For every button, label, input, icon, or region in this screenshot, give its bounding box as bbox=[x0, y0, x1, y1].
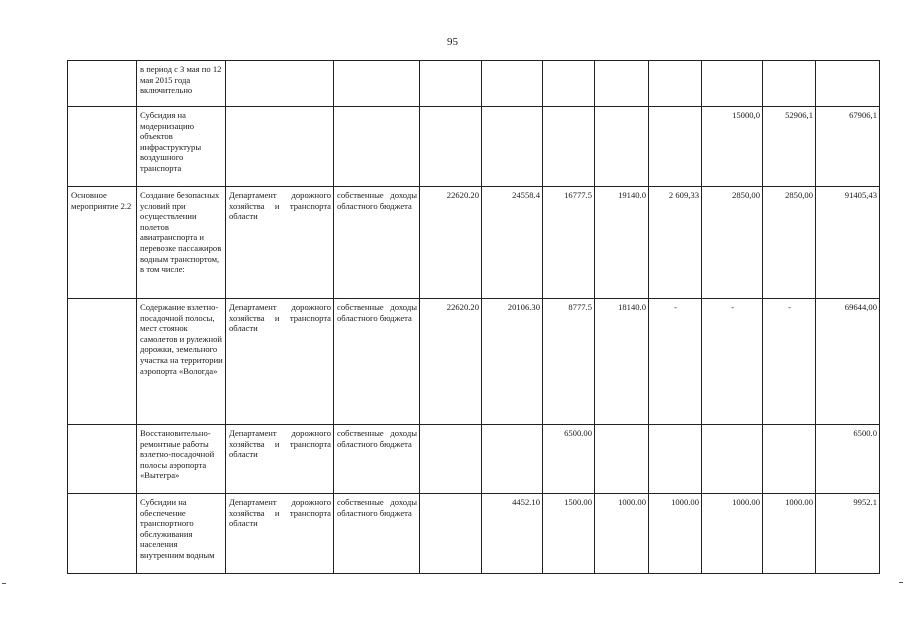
total-cell bbox=[816, 61, 880, 107]
funding-source-cell: собственные доходы областного бюджета bbox=[334, 299, 420, 425]
value-cell bbox=[649, 107, 702, 187]
total-cell: 67906,1 bbox=[816, 107, 880, 187]
funding-source-cell bbox=[334, 107, 420, 187]
funding-source-cell: собственные доходы областного бюджета bbox=[334, 187, 420, 299]
event-name-cell: Субсидия на модернизацию объектов инфраструктуры воздушного транспорта bbox=[137, 107, 226, 187]
value-cell bbox=[595, 107, 649, 187]
event-name-cell: Содержание взлетно-посадочной полосы, мест стоянок самолетов и рулежной дорожки, земельного участка на территории аэропорта «Вологда» bbox=[137, 299, 226, 425]
executor-cell: Департамент дорожного хозяйства и транспорта области bbox=[226, 187, 334, 299]
value-cell bbox=[763, 425, 816, 494]
measure-cell bbox=[68, 494, 137, 574]
executor-cell bbox=[226, 107, 334, 187]
executor-cell: Департамент дорожного хозяйства и транспорта области bbox=[226, 299, 334, 425]
value-cell bbox=[702, 61, 763, 107]
value-cell: 1500.00 bbox=[543, 494, 595, 574]
measure-cell bbox=[68, 107, 137, 187]
event-name-cell: в период с 3 мая по 12 мая 2015 года включительно bbox=[137, 61, 226, 107]
value-cell bbox=[482, 107, 543, 187]
measure-cell bbox=[68, 299, 137, 425]
funding-source-cell: собственные доходы областного бюджета bbox=[334, 494, 420, 574]
value-cell bbox=[649, 425, 702, 494]
value-cell bbox=[595, 425, 649, 494]
total-cell: 9952.1 bbox=[816, 494, 880, 574]
measure-cell bbox=[68, 61, 137, 107]
executor-cell bbox=[226, 61, 334, 107]
value-cell: 1000.00 bbox=[702, 494, 763, 574]
value-cell: 18140.0 bbox=[595, 299, 649, 425]
table-row bbox=[68, 107, 880, 187]
value-cell bbox=[482, 61, 543, 107]
measure-cell bbox=[68, 425, 137, 494]
budget-table bbox=[67, 60, 880, 574]
value-cell: 6500.00 bbox=[543, 425, 595, 494]
event-name-cell: Восстановительно-ремонтные работы взлетно-посадочной полосы аэропорта «Вытегра» bbox=[137, 425, 226, 494]
value-cell bbox=[702, 425, 763, 494]
scan-edge-mark bbox=[899, 582, 903, 583]
value-cell bbox=[595, 61, 649, 107]
table-row bbox=[68, 61, 880, 107]
value-cell bbox=[649, 61, 702, 107]
value-cell: 2 609,33 bbox=[649, 187, 702, 299]
value-cell bbox=[543, 61, 595, 107]
value-cell: 2850,00 bbox=[702, 187, 763, 299]
table-row bbox=[68, 299, 880, 425]
total-cell: 69644,00 bbox=[816, 299, 880, 425]
value-cell: - bbox=[763, 299, 816, 425]
measure-cell: Основное мероприятие 2.2 bbox=[68, 187, 137, 299]
value-cell: 16777.5 bbox=[543, 187, 595, 299]
value-cell: 22620.20 bbox=[420, 299, 482, 425]
scan-edge-mark bbox=[2, 583, 6, 584]
value-cell: 20106.30 bbox=[482, 299, 543, 425]
value-cell: 15000,0 bbox=[702, 107, 763, 187]
page-number: 95 bbox=[447, 36, 458, 48]
value-cell: 1000.00 bbox=[595, 494, 649, 574]
value-cell: 24558.4 bbox=[482, 187, 543, 299]
table-row bbox=[68, 425, 880, 494]
funding-source-cell bbox=[334, 61, 420, 107]
value-cell: 22620.20 bbox=[420, 187, 482, 299]
executor-cell: Департамент дорожного хозяйства и транспорта области bbox=[226, 425, 334, 494]
value-cell bbox=[420, 494, 482, 574]
value-cell: - bbox=[649, 299, 702, 425]
value-cell: 4452.10 bbox=[482, 494, 543, 574]
executor-cell: Департамент дорожного хозяйства и транспорта области bbox=[226, 494, 334, 574]
value-cell: - bbox=[702, 299, 763, 425]
value-cell: 52906,1 bbox=[763, 107, 816, 187]
value-cell bbox=[420, 107, 482, 187]
value-cell: 2850,00 bbox=[763, 187, 816, 299]
value-cell bbox=[763, 61, 816, 107]
value-cell bbox=[420, 61, 482, 107]
value-cell bbox=[543, 107, 595, 187]
table-row bbox=[68, 187, 880, 299]
total-cell: 6500.0 bbox=[816, 425, 880, 494]
table-row bbox=[68, 494, 880, 574]
event-name-cell: Создание безопасных условий при осуществлении полетов авиатранспорта и перевозке пассажиров водным транспортом, в том числе: bbox=[137, 187, 226, 299]
total-cell: 91405,43 bbox=[816, 187, 880, 299]
value-cell bbox=[482, 425, 543, 494]
value-cell: 8777.5 bbox=[543, 299, 595, 425]
value-cell: 19140.0 bbox=[595, 187, 649, 299]
value-cell: 1000.00 bbox=[763, 494, 816, 574]
event-name-cell: Субсидии на обеспечение транспортного обслуживания населения внутренним водным bbox=[137, 494, 226, 574]
value-cell bbox=[420, 425, 482, 494]
funding-source-cell: собственные доходы областного бюджета bbox=[334, 425, 420, 494]
value-cell: 1000.00 bbox=[649, 494, 702, 574]
